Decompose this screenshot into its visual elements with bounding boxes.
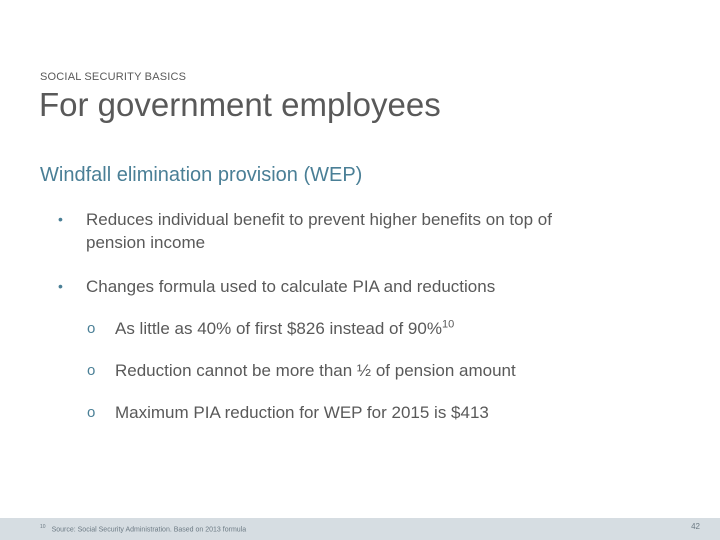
sub-bullet-text: Maximum PIA reduction for WEP for 2015 is $413 — [115, 403, 489, 422]
sub-bullet-text: Reduction cannot be more than ½ of pension amount — [115, 361, 516, 380]
sub-bullet-marker: o — [87, 404, 96, 421]
sub-bullet-text — [115, 317, 454, 340]
section-heading: Windfall elimination provision (WEP) — [40, 164, 363, 186]
sub-bullet-marker: o — [87, 320, 96, 337]
bullet-marker: • — [58, 211, 63, 227]
footnote-text: Source: Social Security Administration. Based on 2013 formula — [51, 526, 247, 534]
footnote-mark: 10 — [40, 524, 46, 530]
section-eyebrow: SOCIAL SECURITY BASICS — [40, 71, 187, 83]
bullet-marker: • — [58, 278, 63, 294]
sub-bullet-marker: o — [87, 362, 96, 379]
footnote — [40, 524, 246, 533]
bullet-text: Changes formula used to calculate PIA and reductions — [86, 277, 496, 296]
slide-title: For government employees — [39, 86, 441, 123]
footnote-reference: 10 — [441, 318, 455, 331]
page-number: 42 — [691, 522, 700, 531]
sub-bullet-text-main: As little as 40% of first $826 instead of 90% — [115, 319, 442, 338]
bullet-text: Reduces individual benefit to prevent higher benefits on top of pension income — [86, 210, 552, 252]
